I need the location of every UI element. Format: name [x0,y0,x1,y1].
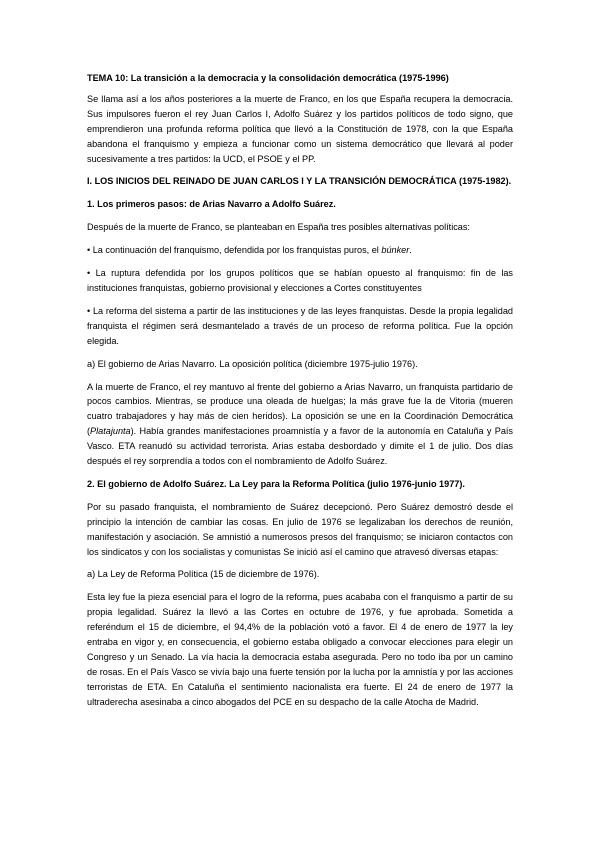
alternatives-lead: Después de la muerte de Franco, se planteaban en España tres posibles alternativas políticas: [87,222,470,233]
subsection-2-heading: 2. El gobierno de Adolfo Suárez. La Ley para la Reforma Política (julio 1976-junio 1977). [87,478,465,489]
suarez-paragraph: Por su pasado franquista, el nombramiento de Suárez decepcionó. Pero Suárez demostró desde el principio la intención de cambiar las cosas. En julio de 1976 se legalizaban los derechos de reunión, manifestación y asociación. Se amnistió a numerosos presos del franquismo; se iniciaron contactos con los sindicatos y con los socialistas y comunistas Se inició así el camino que atravesó diversas etapas: [87,501,513,557]
platajunta-term: Platajunta [90,426,131,437]
subsection-1-heading: 1. Los primeros pasos: de Arias Navarro a Adolfo Suárez. [87,199,336,210]
arias-navarro-heading: a) El gobierno de Arias Navarro. La oposición política (diciembre 1975-julio 1976). [87,358,418,369]
bullet-rupture: • La ruptura defendida por los grupos políticos que se habían opuesto al franquismo: fin de las instituciones franquistas, gobierno provisional y elecciones a Cortes constituyentes [87,268,513,293]
bullet-continuation-end: . [409,245,412,256]
bullet-continuation-text: • La continuación del franquismo, defendida por los franquistas puros, el [87,245,382,256]
bullet-continuation [87,243,513,258]
topic-number: TEMA 10 [87,73,126,83]
page-title [87,71,513,86]
section-1-heading: I. LOS INICIOS DEL REINADO DE JUAN CARLOS I Y LA TRANSICIÓN DEMOCRÁTICA (1975-1982). [87,176,512,187]
arias-navarro-paragraph [87,380,513,469]
arias-text-2: ). Había grandes manifestaciones proamnistía y a favor de la autonomía en Cataluña y País Vasco. ETA reanudó su actividad terrorista. Arias estaba desbordado y dimite el 1 de julio. Dos días después el rey sorprendía a todos con el nombramiento de Adolfo Suárez. [87,426,513,467]
arias-text-1: A la muerte de Franco, el rey mantuvo al frente del gobierno a Arias Navarro, un franquista partidario de pocos cambios. Mientras, se produce una oleada de huelgas; la más grave fue la de Vitoria (mueren cuatro trabajadores y hay más de cien heridos). La oposición se une en la Coordinación Democrática ( [87,381,513,437]
reform-law-heading: a) La Ley de Reforma Política (15 de diciembre de 1976). [87,569,320,580]
bunker-term: búnker [381,245,410,256]
bullet-reform: • La reforma del sistema a partir de las instituciones y de las leyes franquistas. Desde la propia legalidad franquista el régimen será desmantelado a través de un proceso de reforma política. Fue la opción elegida. [87,305,513,346]
topic-title: : La transición a la democracia y la consolidación democrática (1975-1996) [125,73,449,83]
reform-law-paragraph: Esta ley fue la pieza esencial para el logro de la reforma, pues acababa con el franquismo a partir de su propia legalidad. Suárez la llevó a las Cortes en octubre de 1976, y fue aprobada. Sometida a referéndum el 15 de diciembre, el 94,4% de la población votó a favor. El 4 de enero de 1977 la ley entraba en vigor y, en consecuencia, el gobierno estaba obligado a convocar elecciones para elegir un Congreso y un Senado. La vía hacia la democracia estaba asegurada. Pero no todo iba por un camino de rosas. En el País Vasco se vivía bajo una fuerte tensión por la lucha por la amnistía y por las acciones terroristas de ETA. En Cataluña el sentimiento nacionalista era fuerte. El 24 de enero de 1977 la ultraderecha asesinaba a cinco abogados del PCE en su despacho de la calle Atocha de Madrid. [87,592,513,707]
intro-paragraph: Se llama así a los años posteriores a la muerte de Franco, en los que España recupera la democracia. Sus impulsores fueron el rey Juan Carlos I, Adolfo Suárez y los partidos políticos de todo signo, que emprendieron una profunda reforma política que llevó a la Constitución de 1978, con la que España abandona el franquismo y empieza a funcionar como un sistema democrático que llevará al poder sucesivamente a tres partidos: la UCD, el PSOE y el PP. [87,93,513,164]
